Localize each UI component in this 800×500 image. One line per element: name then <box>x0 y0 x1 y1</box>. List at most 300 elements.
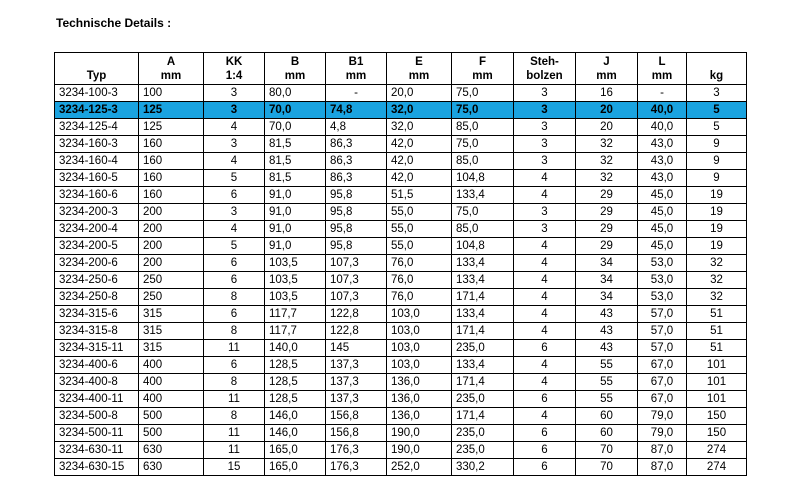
cell-kk: 6 <box>204 255 265 272</box>
cell-b: 117,7 <box>265 323 326 340</box>
cell-b: 103,5 <box>265 272 326 289</box>
cell-b: 146,0 <box>265 425 326 442</box>
cell-a: 125 <box>139 119 204 136</box>
cell-kg: 19 <box>687 238 747 255</box>
cell-b1: 95,8 <box>326 187 387 204</box>
cell-e: 103,0 <box>387 306 452 323</box>
cell-typ: 3234-125-3 <box>55 102 139 119</box>
column-header-stehbolzen <box>514 53 576 85</box>
cell-f: 104,8 <box>452 170 514 187</box>
header-line-1: F <box>478 56 487 68</box>
cell-a: 315 <box>139 306 204 323</box>
header-line-1: E <box>415 56 423 68</box>
cell-stehbolzen: 3 <box>514 136 576 153</box>
header-line-1: A <box>166 56 176 68</box>
table-row <box>55 170 747 187</box>
header-line-1: J <box>603 56 610 68</box>
cell-b1: 137,3 <box>326 357 387 374</box>
cell-typ: 3234-160-4 <box>55 153 139 170</box>
header-line-2: mm <box>472 70 493 82</box>
cell-stehbolzen: 3 <box>514 102 576 119</box>
cell-a: 315 <box>139 323 204 340</box>
cell-l: 43,0 <box>638 136 687 153</box>
cell-kk: 4 <box>204 221 265 238</box>
header-line-1 <box>57 55 136 69</box>
table-row <box>55 119 747 136</box>
cell-j: 43 <box>576 340 638 357</box>
technical-details-table <box>54 52 747 476</box>
cell-b: 81,5 <box>265 136 326 153</box>
cell-j: 34 <box>576 289 638 306</box>
cell-kk: 11 <box>204 340 265 357</box>
table-row <box>55 391 747 408</box>
cell-b: 70,0 <box>265 119 326 136</box>
cell-stehbolzen: 4 <box>514 289 576 306</box>
cell-kk: 3 <box>204 102 265 119</box>
cell-e: 51,5 <box>387 187 452 204</box>
cell-e: 42,0 <box>387 153 452 170</box>
cell-typ: 3234-315-8 <box>55 323 139 340</box>
header-row <box>55 53 747 85</box>
cell-f: 133,4 <box>452 357 514 374</box>
cell-l: 79,0 <box>638 425 687 442</box>
cell-typ: 3234-400-11 <box>55 391 139 408</box>
cell-kg: 9 <box>687 136 747 153</box>
header-line-2: Typ <box>86 70 107 82</box>
cell-b: 80,0 <box>265 85 326 102</box>
cell-stehbolzen: 6 <box>514 391 576 408</box>
cell-b1: - <box>326 85 387 102</box>
cell-e: 42,0 <box>387 136 452 153</box>
cell-b: 117,7 <box>265 306 326 323</box>
cell-typ: 3234-500-11 <box>55 425 139 442</box>
cell-l: 40,0 <box>638 102 687 119</box>
column-header-b <box>265 53 326 85</box>
cell-kk: 8 <box>204 323 265 340</box>
header-line-1: KK <box>225 56 243 68</box>
cell-a: 200 <box>139 221 204 238</box>
cell-typ: 3234-160-6 <box>55 187 139 204</box>
cell-typ: 3234-250-8 <box>55 289 139 306</box>
cell-j: 60 <box>576 408 638 425</box>
cell-e: 136,0 <box>387 408 452 425</box>
header-line-1: L <box>658 56 666 68</box>
cell-kg: 32 <box>687 255 747 272</box>
cell-b1: 176,3 <box>326 442 387 459</box>
table-row <box>55 340 747 357</box>
cell-b1: 95,8 <box>326 204 387 221</box>
cell-kk: 3 <box>204 136 265 153</box>
cell-typ: 3234-200-5 <box>55 238 139 255</box>
cell-kg: 9 <box>687 170 747 187</box>
cell-kg: 19 <box>687 187 747 204</box>
cell-f: 171,4 <box>452 408 514 425</box>
cell-kg: 5 <box>687 102 747 119</box>
cell-l: 53,0 <box>638 255 687 272</box>
cell-kg: 274 <box>687 459 747 476</box>
cell-stehbolzen: 4 <box>514 374 576 391</box>
header-line-1: B1 <box>348 56 364 68</box>
cell-a: 160 <box>139 136 204 153</box>
cell-f: 330,2 <box>452 459 514 476</box>
cell-kg: 51 <box>687 323 747 340</box>
cell-e: 190,0 <box>387 442 452 459</box>
cell-b: 128,5 <box>265 391 326 408</box>
cell-e: 20,0 <box>387 85 452 102</box>
cell-l: 57,0 <box>638 306 687 323</box>
cell-l: 40,0 <box>638 119 687 136</box>
cell-kk: 4 <box>204 153 265 170</box>
cell-e: 136,0 <box>387 374 452 391</box>
cell-a: 160 <box>139 153 204 170</box>
cell-typ: 3234-200-3 <box>55 204 139 221</box>
cell-f: 171,4 <box>452 374 514 391</box>
column-header-kg <box>687 53 747 85</box>
cell-j: 55 <box>576 357 638 374</box>
table-row <box>55 272 747 289</box>
cell-f: 85,0 <box>452 153 514 170</box>
cell-kk: 11 <box>204 425 265 442</box>
cell-kg: 101 <box>687 357 747 374</box>
cell-typ: 3234-400-6 <box>55 357 139 374</box>
cell-b1: 86,3 <box>326 136 387 153</box>
cell-typ: 3234-315-11 <box>55 340 139 357</box>
cell-a: 100 <box>139 85 204 102</box>
table-row <box>55 85 747 102</box>
cell-kg: 5 <box>687 119 747 136</box>
column-header-e <box>387 53 452 85</box>
cell-f: 235,0 <box>452 340 514 357</box>
cell-kg: 51 <box>687 340 747 357</box>
cell-l: 57,0 <box>638 323 687 340</box>
cell-j: 29 <box>576 238 638 255</box>
cell-a: 250 <box>139 289 204 306</box>
cell-f: 85,0 <box>452 119 514 136</box>
cell-a: 400 <box>139 357 204 374</box>
cell-stehbolzen: 3 <box>514 221 576 238</box>
cell-j: 29 <box>576 204 638 221</box>
cell-l: 53,0 <box>638 272 687 289</box>
cell-b1: 4,8 <box>326 119 387 136</box>
cell-b: 81,5 <box>265 153 326 170</box>
cell-f: 171,4 <box>452 323 514 340</box>
cell-b1: 107,3 <box>326 289 387 306</box>
column-header-typ <box>55 53 139 85</box>
cell-kk: 5 <box>204 170 265 187</box>
cell-e: 136,0 <box>387 391 452 408</box>
cell-kk: 8 <box>204 289 265 306</box>
cell-l: 67,0 <box>638 391 687 408</box>
cell-b: 128,5 <box>265 357 326 374</box>
cell-b1: 107,3 <box>326 255 387 272</box>
cell-stehbolzen: 3 <box>514 85 576 102</box>
cell-b: 146,0 <box>265 408 326 425</box>
cell-j: 29 <box>576 187 638 204</box>
cell-e: 55,0 <box>387 204 452 221</box>
header-line-2: mm <box>651 70 673 82</box>
cell-j: 29 <box>576 221 638 238</box>
table-row <box>55 221 747 238</box>
cell-e: 252,0 <box>387 459 452 476</box>
table-row-highlighted <box>55 102 747 119</box>
cell-kk: 3 <box>204 204 265 221</box>
cell-e: 103,0 <box>387 323 452 340</box>
cell-kg: 19 <box>687 204 747 221</box>
cell-b1: 107,3 <box>326 272 387 289</box>
cell-kg: 51 <box>687 306 747 323</box>
cell-stehbolzen: 6 <box>514 459 576 476</box>
cell-j: 55 <box>576 391 638 408</box>
cell-stehbolzen: 6 <box>514 442 576 459</box>
cell-e: 32,0 <box>387 102 452 119</box>
header-line-2: 1:4 <box>225 70 243 82</box>
cell-kg: 150 <box>687 425 747 442</box>
cell-stehbolzen: 4 <box>514 170 576 187</box>
cell-f: 75,0 <box>452 204 514 221</box>
table-row <box>55 153 747 170</box>
cell-b: 140,0 <box>265 340 326 357</box>
cell-a: 250 <box>139 272 204 289</box>
cell-b: 91,0 <box>265 238 326 255</box>
column-header-b1 <box>326 53 387 85</box>
cell-b: 81,5 <box>265 170 326 187</box>
cell-typ: 3234-630-15 <box>55 459 139 476</box>
cell-j: 55 <box>576 374 638 391</box>
cell-f: 104,8 <box>452 238 514 255</box>
cell-b1: 145 <box>326 340 387 357</box>
cell-f: 85,0 <box>452 221 514 238</box>
cell-stehbolzen: 6 <box>514 340 576 357</box>
cell-j: 43 <box>576 323 638 340</box>
cell-l: 87,0 <box>638 442 687 459</box>
cell-typ: 3234-160-3 <box>55 136 139 153</box>
cell-stehbolzen: 4 <box>514 238 576 255</box>
header-line-2: mm <box>345 70 367 82</box>
cell-f: 133,4 <box>452 255 514 272</box>
cell-l: 79,0 <box>638 408 687 425</box>
header-line-2: mm <box>408 70 430 82</box>
cell-kg: 101 <box>687 391 747 408</box>
cell-f: 75,0 <box>452 85 514 102</box>
cell-f: 133,4 <box>452 272 514 289</box>
cell-e: 103,0 <box>387 357 452 374</box>
cell-l: 67,0 <box>638 357 687 374</box>
cell-typ: 3234-160-5 <box>55 170 139 187</box>
table-row <box>55 306 747 323</box>
cell-stehbolzen: 4 <box>514 255 576 272</box>
cell-b: 103,5 <box>265 289 326 306</box>
cell-kk: 5 <box>204 238 265 255</box>
table-row <box>55 374 747 391</box>
cell-stehbolzen: 4 <box>514 187 576 204</box>
cell-l: 43,0 <box>638 153 687 170</box>
cell-e: 76,0 <box>387 255 452 272</box>
cell-b1: 137,3 <box>326 374 387 391</box>
cell-b1: 86,3 <box>326 170 387 187</box>
table-row <box>55 408 747 425</box>
cell-a: 200 <box>139 255 204 272</box>
cell-l: 53,0 <box>638 289 687 306</box>
cell-e: 190,0 <box>387 425 452 442</box>
cell-j: 70 <box>576 459 638 476</box>
cell-b1: 156,8 <box>326 408 387 425</box>
cell-stehbolzen: 6 <box>514 425 576 442</box>
cell-kk: 4 <box>204 119 265 136</box>
cell-a: 500 <box>139 425 204 442</box>
cell-e: 55,0 <box>387 238 452 255</box>
table-row <box>55 255 747 272</box>
cell-kk: 8 <box>204 374 265 391</box>
cell-a: 200 <box>139 238 204 255</box>
cell-f: 235,0 <box>452 391 514 408</box>
cell-e: 76,0 <box>387 272 452 289</box>
cell-kg: 32 <box>687 289 747 306</box>
cell-j: 20 <box>576 102 638 119</box>
cell-b: 70,0 <box>265 102 326 119</box>
cell-j: 32 <box>576 136 638 153</box>
cell-stehbolzen: 3 <box>514 119 576 136</box>
cell-typ: 3234-200-4 <box>55 221 139 238</box>
cell-b: 103,5 <box>265 255 326 272</box>
cell-b: 91,0 <box>265 187 326 204</box>
cell-kk: 3 <box>204 85 265 102</box>
cell-typ: 3234-400-8 <box>55 374 139 391</box>
cell-typ: 3234-200-6 <box>55 255 139 272</box>
cell-f: 75,0 <box>452 136 514 153</box>
table-row <box>55 136 747 153</box>
cell-f: 75,0 <box>452 102 514 119</box>
column-header-j <box>576 53 638 85</box>
cell-b: 128,5 <box>265 374 326 391</box>
table-row <box>55 238 747 255</box>
cell-a: 160 <box>139 187 204 204</box>
cell-j: 34 <box>576 272 638 289</box>
cell-b1: 95,8 <box>326 238 387 255</box>
cell-b: 165,0 <box>265 442 326 459</box>
cell-a: 630 <box>139 442 204 459</box>
cell-e: 42,0 <box>387 170 452 187</box>
cell-stehbolzen: 4 <box>514 408 576 425</box>
cell-b1: 86,3 <box>326 153 387 170</box>
cell-kg: 150 <box>687 408 747 425</box>
header-line-2: mm <box>160 70 182 82</box>
table-row <box>55 289 747 306</box>
header-line-2: bolzen <box>526 70 563 82</box>
table-row <box>55 357 747 374</box>
cell-b1: 122,8 <box>326 323 387 340</box>
cell-f: 133,4 <box>452 187 514 204</box>
cell-f: 133,4 <box>452 306 514 323</box>
cell-b1: 122,8 <box>326 306 387 323</box>
column-header-a <box>139 53 204 85</box>
cell-a: 315 <box>139 340 204 357</box>
cell-j: 20 <box>576 119 638 136</box>
cell-l: 45,0 <box>638 204 687 221</box>
cell-b: 91,0 <box>265 221 326 238</box>
cell-j: 16 <box>576 85 638 102</box>
cell-j: 70 <box>576 442 638 459</box>
cell-l: 43,0 <box>638 170 687 187</box>
cell-kk: 6 <box>204 272 265 289</box>
cell-f: 235,0 <box>452 442 514 459</box>
column-header-f <box>452 53 514 85</box>
cell-stehbolzen: 3 <box>514 153 576 170</box>
cell-stehbolzen: 4 <box>514 357 576 374</box>
cell-typ: 3234-125-4 <box>55 119 139 136</box>
cell-kg: 3 <box>687 85 747 102</box>
cell-b1: 176,3 <box>326 459 387 476</box>
cell-a: 500 <box>139 408 204 425</box>
header-line-1: Steh- <box>530 56 559 68</box>
cell-kk: 6 <box>204 187 265 204</box>
cell-a: 160 <box>139 170 204 187</box>
cell-stehbolzen: 4 <box>514 306 576 323</box>
table-row <box>55 187 747 204</box>
cell-kk: 15 <box>204 459 265 476</box>
table-row <box>55 425 747 442</box>
cell-kk: 6 <box>204 357 265 374</box>
table-row <box>55 204 747 221</box>
cell-j: 32 <box>576 153 638 170</box>
cell-typ: 3234-315-6 <box>55 306 139 323</box>
cell-kg: 32 <box>687 272 747 289</box>
cell-f: 171,4 <box>452 289 514 306</box>
cell-b: 165,0 <box>265 459 326 476</box>
header-line-2: mm <box>596 70 617 82</box>
cell-j: 32 <box>576 170 638 187</box>
header-line-2: kg <box>709 70 724 82</box>
cell-a: 125 <box>139 102 204 119</box>
cell-b1: 74,8 <box>326 102 387 119</box>
cell-l: 57,0 <box>638 340 687 357</box>
cell-b1: 156,8 <box>326 425 387 442</box>
cell-kg: 9 <box>687 153 747 170</box>
cell-stehbolzen: 4 <box>514 272 576 289</box>
cell-a: 400 <box>139 391 204 408</box>
cell-b1: 95,8 <box>326 221 387 238</box>
header-line-2: mm <box>284 70 306 82</box>
cell-l: 45,0 <box>638 221 687 238</box>
cell-stehbolzen: 4 <box>514 323 576 340</box>
table-row <box>55 459 747 476</box>
cell-typ: 3234-250-6 <box>55 272 139 289</box>
cell-b: 91,0 <box>265 204 326 221</box>
cell-j: 43 <box>576 306 638 323</box>
cell-kk: 6 <box>204 306 265 323</box>
table-body <box>55 85 747 476</box>
cell-typ: 3234-500-8 <box>55 408 139 425</box>
cell-kg: 101 <box>687 374 747 391</box>
cell-kk: 8 <box>204 408 265 425</box>
cell-typ: 3234-100-3 <box>55 85 139 102</box>
cell-b1: 137,3 <box>326 391 387 408</box>
header-line-1 <box>689 55 744 69</box>
cell-l: 45,0 <box>638 238 687 255</box>
cell-e: 55,0 <box>387 221 452 238</box>
cell-l: 45,0 <box>638 187 687 204</box>
cell-e: 103,0 <box>387 340 452 357</box>
cell-l: - <box>638 85 687 102</box>
cell-l: 67,0 <box>638 374 687 391</box>
cell-kg: 274 <box>687 442 747 459</box>
cell-j: 34 <box>576 255 638 272</box>
cell-l: 87,0 <box>638 459 687 476</box>
cell-kg: 19 <box>687 221 747 238</box>
cell-e: 32,0 <box>387 119 452 136</box>
column-header-l <box>638 53 687 85</box>
page-title: Technische Details : <box>56 16 172 30</box>
cell-a: 200 <box>139 204 204 221</box>
